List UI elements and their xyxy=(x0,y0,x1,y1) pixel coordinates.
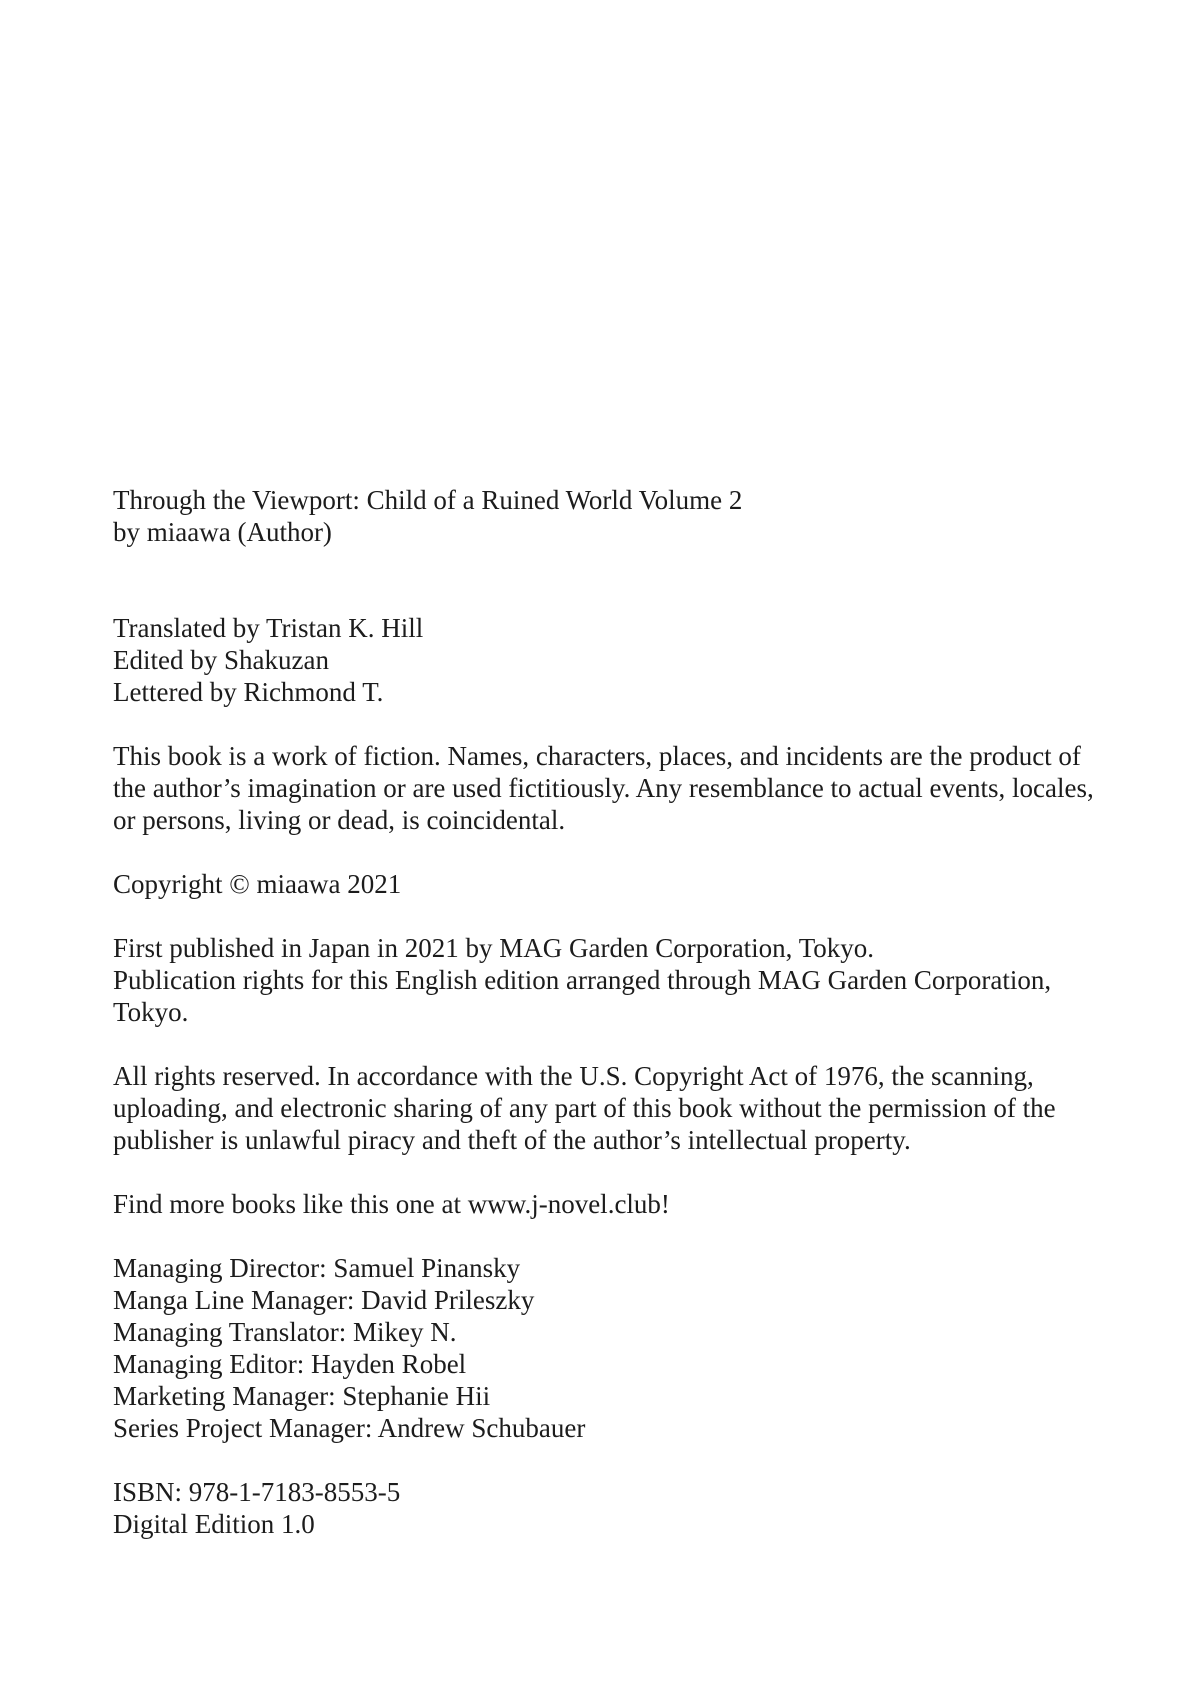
credit-letterer: Lettered by Richmond T. xyxy=(113,677,384,707)
fiction-notice-line: This book is a work of fiction. Names, characters, places, and incidents are the product of xyxy=(113,741,1081,771)
spacer xyxy=(113,708,1113,740)
fiction-notice-line: or persons, living or dead, is coincidental. xyxy=(113,805,566,835)
edition-info xyxy=(113,1476,1113,1540)
find-more xyxy=(113,1188,1113,1220)
staff-manga-line-manager: Manga Line Manager: David Prileszky xyxy=(113,1285,535,1315)
credit-editor: Edited by Shakuzan xyxy=(113,645,329,675)
staff-managing-translator: Managing Translator: Mikey N. xyxy=(113,1317,457,1347)
book-author: by miaawa (Author) xyxy=(113,517,332,547)
staff-list xyxy=(113,1252,1113,1444)
book-title: Through the Viewport: Child of a Ruined World Volume 2 xyxy=(113,485,743,515)
digital-edition: Digital Edition 1.0 xyxy=(113,1509,315,1539)
rights-notice-line: publisher is unlawful piracy and theft of the author’s intellectual property. xyxy=(113,1125,911,1155)
publication-line: First published in Japan in 2021 by MAG Garden Corporation, Tokyo. xyxy=(113,933,875,963)
copyright-block xyxy=(113,484,1113,1540)
staff-series-project-manager: Series Project Manager: Andrew Schubauer xyxy=(113,1413,586,1443)
spacer xyxy=(113,1028,1113,1060)
spacer xyxy=(113,548,1113,612)
find-more-line: Find more books like this one at www.j-novel.club! xyxy=(113,1189,670,1219)
publication-line: Publication rights for this English edition arranged through MAG Garden Corporation, xyxy=(113,965,1052,995)
rights-notice xyxy=(113,1060,1113,1156)
publication-info xyxy=(113,932,1113,1028)
spacer xyxy=(113,900,1113,932)
staff-marketing-manager: Marketing Manager: Stephanie Hii xyxy=(113,1381,491,1411)
staff-managing-director: Managing Director: Samuel Pinansky xyxy=(113,1253,521,1283)
credits xyxy=(113,612,1113,708)
spacer xyxy=(113,836,1113,868)
rights-notice-line: All rights reserved. In accordance with the U.S. Copyright Act of 1976, the scanning, xyxy=(113,1061,1034,1091)
title-block xyxy=(113,484,1113,548)
isbn: ISBN: 978-1-7183-8553-5 xyxy=(113,1477,401,1507)
spacer xyxy=(113,1220,1113,1252)
spacer xyxy=(113,1156,1113,1188)
copyright-line: Copyright © miaawa 2021 xyxy=(113,869,402,899)
spacer xyxy=(113,1444,1113,1476)
rights-notice-line: uploading, and electronic sharing of any part of this book without the permission of the xyxy=(113,1093,1056,1123)
fiction-notice-line: the author’s imagination or are used fictitiously. Any resemblance to actual events, locales, xyxy=(113,773,1094,803)
copyright-statement xyxy=(113,868,1113,900)
credit-translator: Translated by Tristan K. Hill xyxy=(113,613,424,643)
fiction-notice xyxy=(113,740,1113,836)
staff-managing-editor: Managing Editor: Hayden Robel xyxy=(113,1349,467,1379)
publication-line: Tokyo. xyxy=(113,997,189,1027)
